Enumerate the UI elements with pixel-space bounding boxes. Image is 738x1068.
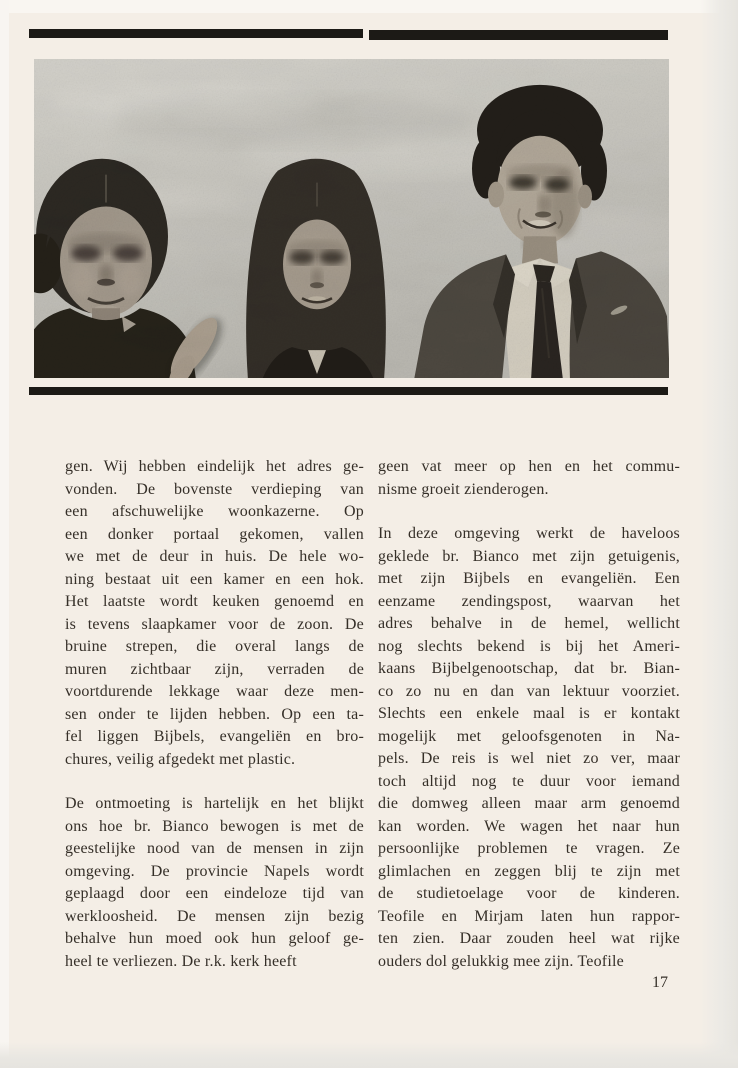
text-line: mogelijk met geloofsgenoten in Na-: [378, 727, 680, 745]
text-line: nog slechts bekend is bij het Ameri-: [378, 637, 680, 655]
photo-illustration: [34, 59, 669, 378]
text-line: co zo nu en dan van lektuur voorziet.: [378, 682, 680, 700]
text-line: een afschuwelijke woonkazerne. Op: [65, 503, 364, 520]
scan-edge-right: [700, 0, 738, 1068]
text-line: fel liggen Bijbels, evangeliën en bro-: [65, 728, 364, 745]
text-line: eenzame zendingspost, waarvan het: [378, 592, 680, 610]
text-line: is tevens slaapkamer voor de zoon. De: [65, 615, 364, 633]
text-line: persoonlijke problemen te vragen. Ze: [378, 840, 680, 857]
text-line: Het laatste wordt keuken genoemd en: [65, 593, 364, 610]
scan-edge-bottom: [0, 1042, 738, 1068]
text-line: kan worden. We wagen het naar hun: [378, 817, 680, 835]
text-line: De ontmoeting is hartelijk en het blijkt: [65, 795, 364, 812]
text-line: die domweg alleen maar arm genoemd: [378, 795, 680, 812]
text-line: glimlachen en zeggen blij te zijn met: [378, 862, 680, 880]
scan-edge-left: [0, 0, 9, 1068]
text-line: ons hoe br. Bianco bewogen is met de: [65, 817, 364, 835]
text-line: toch altijd nog te duur voor iemand: [378, 772, 680, 790]
text-line: pels. De reis is wel niet zo ver, maar: [378, 750, 680, 767]
text-line: een donker portaal gekomen, vallen: [65, 525, 364, 543]
text-line: geklede br. Bianco met zijn getuigenis,: [378, 547, 680, 565]
paragraph: [65, 456, 364, 771]
text-line: Teofile en Mirjam laten hun rappor-: [378, 907, 680, 925]
text-line: ten zien. Daar zouden heel wat rijke: [378, 930, 680, 947]
text-line: muren zichtbaar zijn, verraden de: [65, 660, 364, 678]
text-line: chures, veilig afgedekt met plastic.: [65, 750, 296, 768]
text-line: heel te verliezen. De r.k. kerk heeft: [65, 952, 297, 970]
text-line: sen onder te lijden hebben. Op een ta-: [65, 705, 364, 723]
text-line: met zijn Bijbels en evangeliën. Een: [378, 570, 680, 587]
text-line: bruine strepen, die overal langs de: [65, 638, 364, 655]
top-rule-right-segment: [369, 30, 668, 40]
text-line: geestelijke nood van de mensen in zijn: [65, 840, 364, 857]
paragraph: [378, 523, 680, 973]
bottom-rule: [29, 387, 668, 395]
text-column-right: [378, 456, 680, 973]
text-line: omgeving. De provincie Napels wordt: [65, 862, 364, 880]
photo-three-people: [34, 59, 669, 378]
text-line: behalve hun moed ook hun geloof ge-: [65, 930, 364, 947]
text-column-left: [65, 456, 364, 973]
text-line: voortdurende lekkage waar deze men-: [65, 683, 364, 700]
page-number: 17: [652, 974, 668, 991]
text-line: nisme groeit zienderogen.: [378, 480, 549, 498]
text-line: vonden. De bovenste verdieping van: [65, 480, 364, 498]
text-line: gen. Wij hebben eindelijk het adres ge-: [65, 458, 364, 475]
text-line: ouders dol gelukkig mee zijn. Teofile: [378, 952, 624, 970]
scan-edge-top: [0, 0, 738, 13]
text-line: In deze omgeving werkt de haveloos: [378, 525, 680, 542]
text-line: adres behalve in de hemel, wellicht: [378, 615, 680, 632]
text-line: ning bestaat uit een kamer en een hok.: [65, 570, 364, 588]
paragraph: [65, 793, 364, 973]
text-line: geen vat meer op hen en het commu-: [378, 458, 680, 475]
text-line: we met de deur in huis. De hele wo-: [65, 548, 364, 565]
text-line: kaans Bijbelgenootschap, dat br. Bian-: [378, 660, 680, 677]
text-line: geplaagd door een eindeloze tijd van: [65, 885, 364, 902]
top-rule-left-segment: [29, 29, 363, 38]
paragraph: [378, 456, 680, 501]
text-line: Slechts een enkele maal is er kontakt: [378, 705, 680, 722]
photo-grain-texture: [34, 59, 669, 378]
text-line: werkloosheid. De mensen zijn bezig: [65, 907, 364, 925]
text-line: de studietoelage voor de kinderen.: [378, 885, 680, 902]
